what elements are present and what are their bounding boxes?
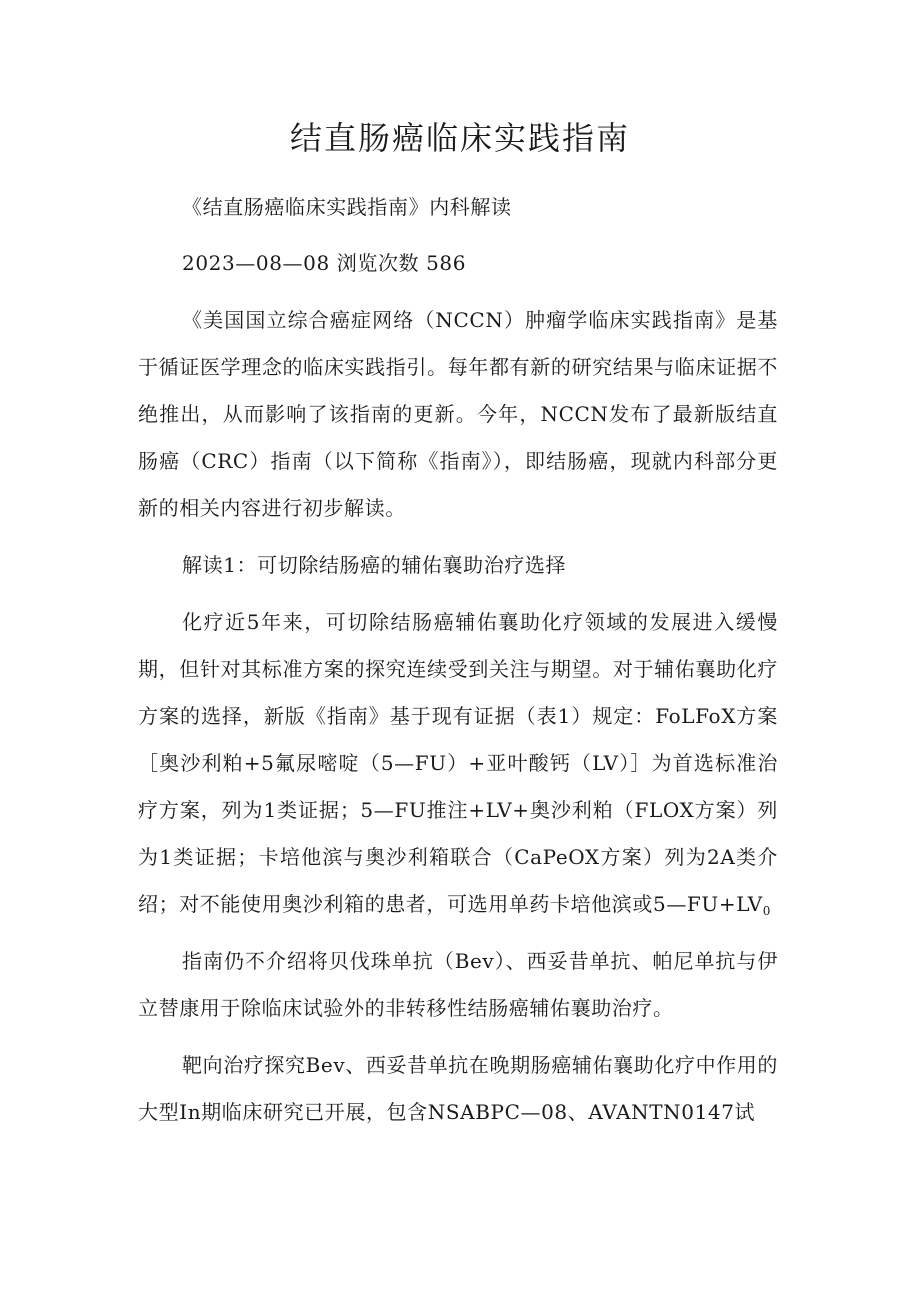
paragraph-chemo bbox=[138, 599, 778, 928]
article-body bbox=[138, 184, 778, 1146]
article-meta: 2023—08—08 浏览次数 586 bbox=[182, 251, 467, 275]
subscript-zero: 0 bbox=[762, 904, 772, 918]
page-title: 结直肠癌临床实践指南 bbox=[289, 119, 630, 157]
section-heading: 解读1：可切除结肠癌的辅佑襄助治疗选择 bbox=[182, 553, 567, 577]
paragraph-guideline: 指南仍不介绍将贝伐珠单抗（Bev）、西妥昔单抗、帕尼单抗与伊立替康用于除临床试验外的非转移性结肠癌辅佑襄助治疗。 bbox=[138, 949, 778, 1020]
paragraph-intro: 《美国国立综合癌症网络（NCCN）肿瘤学临床实践指南》是基于循证医学理念的临床实践指引。每年都有新的研究结果与临床证据不绝推出，从而影响了该指南的更新。今年，NCCN发布了最新版结直肠癌（CRC）指南（以下简称《指南》），即结肠癌，现就内科部分更新的相关内容进行初步解读。 bbox=[138, 308, 778, 520]
paragraph-chemo-text: 化疗近5年来，可切除结肠癌辅佑襄助化疗领域的发展进入缓慢期，但针对其标准方案的探究连续受到关注与期望。对于辅佑襄助化疗方案的选择，新版《指南》基于现有证据（表1）规定：FoLFoX方案［奥沙利粕+5氟尿嘧啶（5—FU）+亚叶酸钙（LV）］为首选标准治疗方案，列为1类证据；5—FU推注+LV+奥沙利粕（FLOX方案）列为1类证据；卡培他滨与奥沙利箱联合（CaPeOX方案）列为2A类介绍；对不能使用奥沙利箱的患者，可选用单药卡培他滨或5—FU+LV bbox=[138, 610, 778, 916]
paragraph-targeted: 靶向治疗探究Bev、西妥昔单抗在晚期肠癌辅佑襄助化疗中作用的大型In期临床研究已开展，包含NSABPC—08、AVANTN0147试 bbox=[138, 1053, 778, 1124]
article-subtitle: 《结直肠癌临床实践指南》内科解读 bbox=[182, 195, 512, 219]
